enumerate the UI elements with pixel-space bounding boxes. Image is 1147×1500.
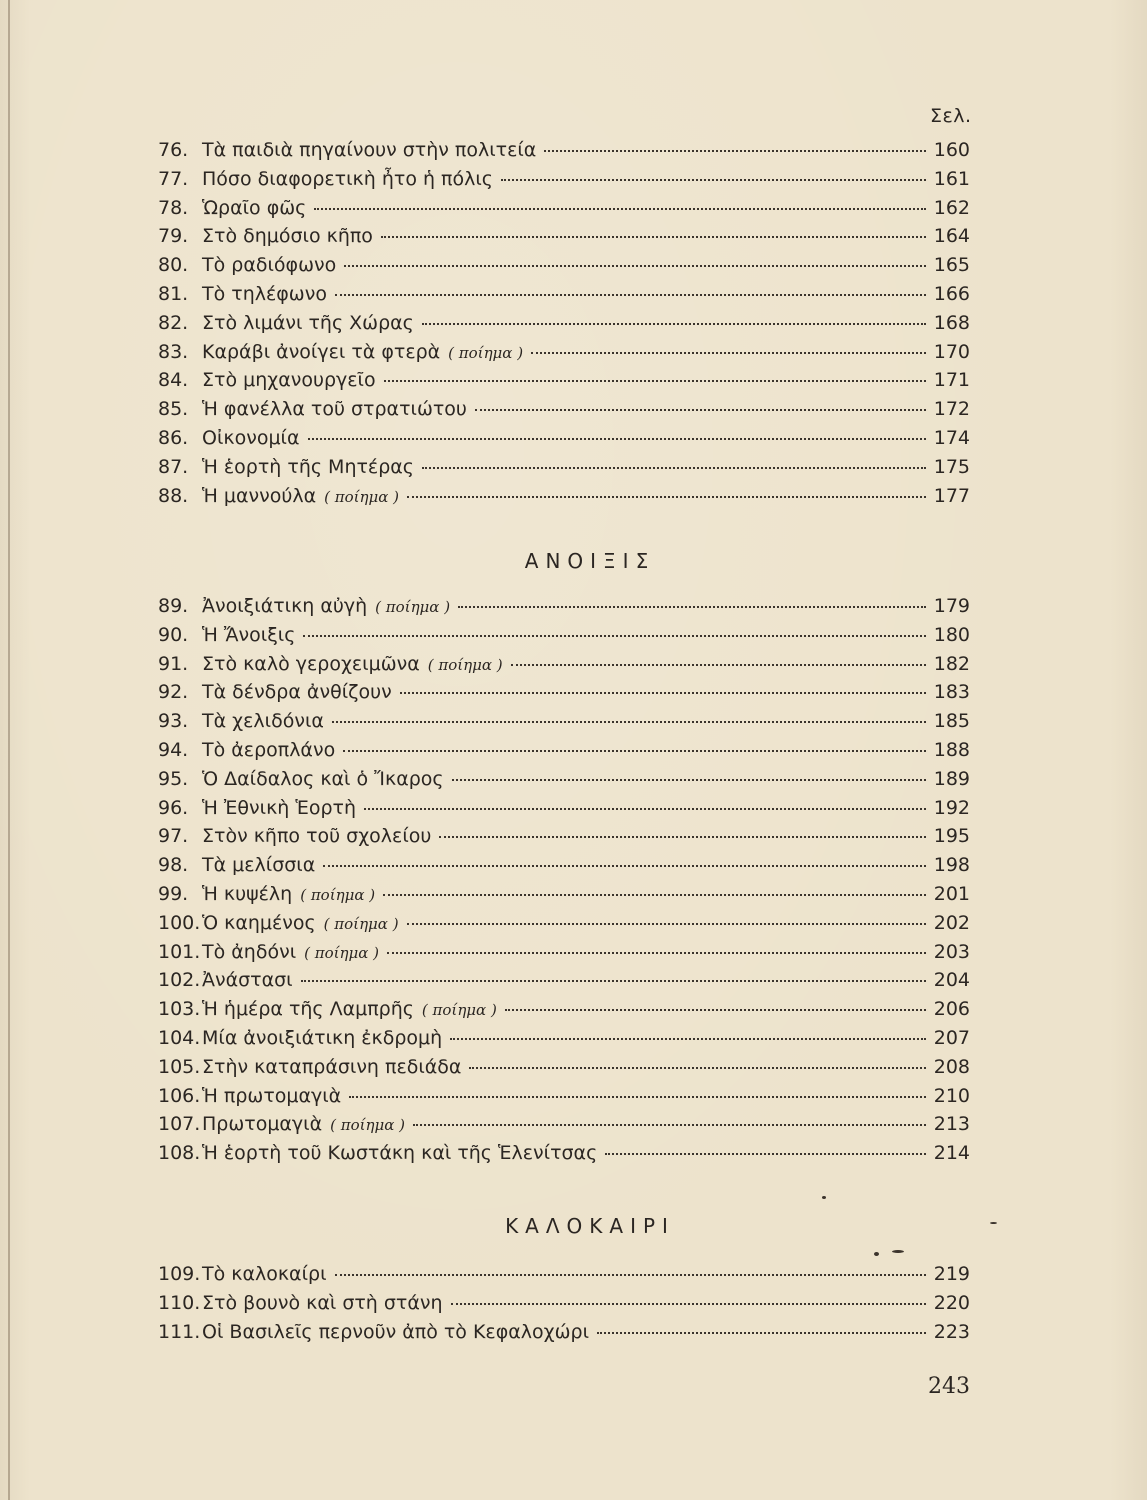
entry-number: 87. — [158, 456, 189, 478]
entry-poem-note: ( ποίημα ) — [304, 944, 380, 962]
entry-title: Ἡ κυψέλη — [202, 883, 293, 905]
entry-number: 97. — [158, 825, 189, 847]
section-heading: ΚΑΛΟΚΑΙΡΙ — [505, 1214, 675, 1238]
dot-leader — [413, 1124, 926, 1126]
toc-entry — [158, 1053, 970, 1081]
entry-title: Τὰ μελίσσια — [202, 854, 316, 876]
entry-page-number: 183 — [933, 681, 970, 703]
toc-entry — [158, 424, 970, 452]
entry-page-number: 195 — [933, 825, 970, 847]
entry-number: 91. — [158, 653, 189, 675]
toc-entry — [158, 1024, 970, 1052]
section-heading: ΑΝΟΙΞΙΣ — [524, 549, 656, 573]
entry-number: 80. — [158, 254, 189, 276]
toc-entry — [158, 794, 970, 822]
entry-page-number: 207 — [933, 1027, 970, 1049]
entry-title: Ἡ πρωτομαγιὰ — [202, 1085, 342, 1107]
dot-leader — [452, 779, 926, 781]
entry-number: 78. — [158, 197, 189, 219]
dot-leader — [387, 952, 926, 954]
entry-number: 76. — [158, 139, 189, 161]
toc-entry — [158, 736, 970, 764]
toc-entry — [158, 222, 970, 250]
dot-leader — [407, 923, 926, 925]
entry-page-number: 192 — [933, 797, 970, 819]
entry-page-number: 182 — [933, 653, 970, 675]
toc-entry — [158, 395, 970, 423]
toc-entry — [158, 765, 970, 793]
entry-page-number: 162 — [933, 197, 970, 219]
entry-page-number: 210 — [933, 1085, 970, 1107]
toc-entry — [158, 1289, 970, 1317]
toc-entry — [158, 707, 970, 735]
dot-leader — [381, 236, 926, 238]
toc-entry — [158, 995, 970, 1023]
toc-entry — [158, 678, 970, 706]
print-speck — [822, 1196, 826, 1199]
entry-title: Στὴν καταπράσινη πεδιάδα — [202, 1056, 462, 1078]
entry-title: Τὰ χελιδόνια — [202, 710, 324, 732]
toc-entry — [158, 1260, 970, 1288]
entry-number: 102. — [158, 969, 201, 991]
entry-page-number: 168 — [933, 312, 970, 334]
entry-page-number: 223 — [933, 1321, 970, 1343]
entry-title: Τὸ ἀηδόνι — [202, 941, 297, 963]
dot-leader — [383, 894, 926, 896]
toc-entry — [158, 453, 970, 481]
toc-entry — [158, 1139, 970, 1167]
dot-leader — [384, 380, 926, 382]
dot-leader — [450, 1038, 926, 1040]
entry-page-number: 189 — [933, 768, 970, 790]
entry-title: Τὸ τηλέφωνο — [202, 283, 327, 305]
entry-title: Στὸ καλὸ γεροχειμῶνα — [202, 653, 420, 675]
dot-leader — [332, 721, 926, 723]
entry-title: Ἡ μαννούλα — [202, 485, 317, 507]
entry-page-number: 203 — [933, 941, 970, 963]
entry-number: 109. — [158, 1263, 201, 1285]
entry-poem-note: ( ποίημα ) — [330, 1116, 406, 1134]
entry-title: Στὸ μηχανουργεῖο — [202, 369, 376, 391]
entry-title: Στὸ λιμάνι τῆς Χώρας — [202, 312, 414, 334]
entry-page-number: 180 — [933, 624, 970, 646]
entry-title: Ὁ καημένος — [202, 912, 316, 934]
dot-leader — [364, 808, 926, 810]
toc-entry — [158, 621, 970, 649]
entry-title: Ἀνάστασι — [202, 969, 293, 991]
entry-number: 100. — [158, 912, 201, 934]
dot-leader — [469, 1067, 925, 1069]
entry-poem-note: ( ποίημα ) — [427, 656, 503, 674]
entry-title: Στὸ βουνὸ καὶ στὴ στάνη — [202, 1292, 443, 1314]
entry-title: Οἰκονομία — [202, 427, 300, 449]
entry-title: Τὸ ἀεροπλάνο — [202, 739, 336, 761]
entry-number: 94. — [158, 739, 189, 761]
entry-page-number: 188 — [933, 739, 970, 761]
dot-leader — [451, 1303, 926, 1305]
entry-number: 104. — [158, 1027, 201, 1049]
dot-leader — [544, 150, 925, 152]
print-speck — [874, 1252, 879, 1256]
dot-leader — [439, 836, 925, 838]
entry-title: Ἡ ἡμέρα τῆς Λαμπρῆς — [202, 998, 414, 1020]
dot-leader — [505, 1009, 926, 1011]
dot-leader — [511, 664, 926, 666]
entry-number: 92. — [158, 681, 189, 703]
toc-entry — [158, 1110, 970, 1138]
entry-number: 81. — [158, 283, 189, 305]
entry-page-number: 177 — [933, 485, 970, 507]
entry-page-number: 213 — [933, 1113, 970, 1135]
entry-number: 111. — [158, 1321, 201, 1343]
entry-title: Τὰ δένδρα ἀνθίζουν — [202, 681, 392, 703]
toc-entry — [158, 938, 970, 966]
toc-entry — [158, 822, 970, 850]
toc-entry — [158, 1318, 970, 1346]
entry-page-number: 220 — [933, 1292, 970, 1314]
entry-title: Στὸ δημόσιο κῆπο — [202, 225, 373, 247]
dot-leader — [422, 467, 926, 469]
entry-poem-note: ( ποίημα ) — [375, 598, 451, 616]
entry-title: Οἱ Βασιλεῖς περνοῦν ἀπὸ τὸ Κεφαλοχώρι — [202, 1321, 590, 1343]
entry-poem-note: ( ποίημα ) — [324, 488, 400, 506]
entry-title: Τὸ καλοκαίρι — [202, 1263, 327, 1285]
entry-title: Ὡραῖο φῶς — [202, 197, 307, 219]
entry-page-number: 202 — [933, 912, 970, 934]
entry-page-number: 171 — [933, 369, 970, 391]
dot-leader — [301, 980, 926, 982]
entry-number: 110. — [158, 1292, 201, 1314]
dot-leader — [308, 438, 926, 440]
entry-number: 79. — [158, 225, 189, 247]
entry-poem-note: ( ποίημα ) — [421, 1001, 497, 1019]
dot-leader — [475, 409, 926, 411]
entry-number: 86. — [158, 427, 189, 449]
dot-leader — [349, 1096, 926, 1098]
entry-title: Ἡ ἑορτὴ τῆς Μητέρας — [202, 456, 414, 478]
entry-poem-note: ( ποίημα ) — [448, 344, 524, 362]
entry-page-number: 165 — [933, 254, 970, 276]
toc-entry — [158, 966, 970, 994]
entry-poem-note: ( ποίημα ) — [300, 886, 376, 904]
toc-entry — [158, 280, 970, 308]
entry-title: Πόσο διαφορετικὴ ἦτο ἡ πόλις — [202, 168, 493, 190]
entry-page-number: 208 — [933, 1056, 970, 1078]
dot-leader — [400, 692, 926, 694]
entry-page-number: 198 — [933, 854, 970, 876]
entry-number: 82. — [158, 312, 189, 334]
entry-page-number: 160 — [933, 139, 970, 161]
entry-number: 105. — [158, 1056, 201, 1078]
entry-page-number: 175 — [933, 456, 970, 478]
entry-page-number: 170 — [933, 341, 970, 363]
toc-entry — [158, 851, 970, 879]
toc-entry — [158, 338, 970, 366]
page-column-label: Σελ. — [930, 105, 972, 127]
entry-number: 99. — [158, 883, 189, 905]
dot-leader — [343, 750, 926, 752]
entry-page-number: 179 — [933, 595, 970, 617]
entry-title: Ἡ ἑορτὴ τοῦ Κωστάκη καὶ τῆς Ἑλενίτσας — [202, 1142, 598, 1164]
toc-entry — [158, 136, 970, 164]
entry-number: 84. — [158, 369, 189, 391]
toc-entry — [158, 880, 970, 908]
print-speck — [892, 1250, 904, 1253]
page-number: 243 — [928, 1374, 970, 1399]
entry-title: Ἡ Ἄνοιξις — [202, 624, 296, 646]
entry-title: Ἡ Ἐθνικὴ Ἑορτὴ — [202, 797, 357, 819]
entry-page-number: 166 — [933, 283, 970, 305]
entry-number: 103. — [158, 998, 201, 1020]
entry-title: Τὸ ραδιόφωνο — [202, 254, 337, 276]
entry-title: Πρωτομαγιὰ — [202, 1113, 323, 1135]
entry-number: 107. — [158, 1113, 201, 1135]
entry-page-number: 164 — [933, 225, 970, 247]
dot-leader — [344, 265, 926, 267]
toc-entry — [158, 165, 970, 193]
entry-page-number: 185 — [933, 710, 970, 732]
toc-entry — [158, 366, 970, 394]
entry-page-number: 201 — [933, 883, 970, 905]
entry-number: 90. — [158, 624, 189, 646]
toc-entry — [158, 592, 970, 620]
print-speck — [990, 1222, 997, 1224]
toc-entry — [158, 251, 970, 279]
page-spine-edge — [8, 0, 10, 1500]
entry-number: 108. — [158, 1142, 201, 1164]
entry-title: Ὁ Δαίδαλος καὶ ὁ Ἴκαρος — [202, 768, 444, 790]
dot-leader — [335, 294, 926, 296]
dot-leader — [407, 496, 926, 498]
entry-page-number: 174 — [933, 427, 970, 449]
entry-poem-note: ( ποίημα ) — [323, 915, 399, 933]
entry-page-number: 219 — [933, 1263, 970, 1285]
dot-leader — [422, 323, 926, 325]
entry-title: Μία ἀνοιξιάτικη ἐκδρομὴ — [202, 1027, 443, 1049]
entry-number: 93. — [158, 710, 189, 732]
entry-page-number: 172 — [933, 398, 970, 420]
entry-title: Ἀνοιξιάτικη αὐγὴ — [202, 595, 368, 617]
entry-page-number: 204 — [933, 969, 970, 991]
entry-number: 98. — [158, 854, 189, 876]
toc-entry — [158, 1082, 970, 1110]
entry-number: 101. — [158, 941, 201, 963]
entry-number: 88. — [158, 485, 189, 507]
entry-number: 106. — [158, 1085, 201, 1107]
entry-title: Στὸν κῆπο τοῦ σχολείου — [202, 825, 432, 847]
entry-page-number: 214 — [933, 1142, 970, 1164]
dot-leader — [314, 208, 925, 210]
toc-entry — [158, 909, 970, 937]
dot-leader — [335, 1274, 926, 1276]
dot-leader — [597, 1332, 926, 1334]
dot-leader — [501, 179, 926, 181]
toc-entry — [158, 309, 970, 337]
entry-number: 89. — [158, 595, 189, 617]
entry-number: 83. — [158, 341, 189, 363]
entry-number: 77. — [158, 168, 189, 190]
dot-leader — [531, 352, 926, 354]
entry-number: 95. — [158, 768, 189, 790]
toc-entry — [158, 650, 970, 678]
entry-title: Τὰ παιδιὰ πηγαίνουν στὴν πολιτεία — [202, 139, 537, 161]
dot-leader — [303, 635, 925, 637]
entry-title: Καράβι ἀνοίγει τὰ φτερὰ — [202, 341, 441, 363]
dot-leader — [605, 1153, 926, 1155]
dot-leader — [323, 865, 925, 867]
entry-number: 85. — [158, 398, 189, 420]
dot-leader — [458, 606, 926, 608]
entry-title: Ἡ φανέλλα τοῦ στρατιώτου — [202, 398, 467, 420]
toc-entry — [158, 194, 970, 222]
entry-page-number: 206 — [933, 998, 970, 1020]
entry-number: 96. — [158, 797, 189, 819]
entry-page-number: 161 — [933, 168, 970, 190]
toc-entry — [158, 482, 970, 510]
